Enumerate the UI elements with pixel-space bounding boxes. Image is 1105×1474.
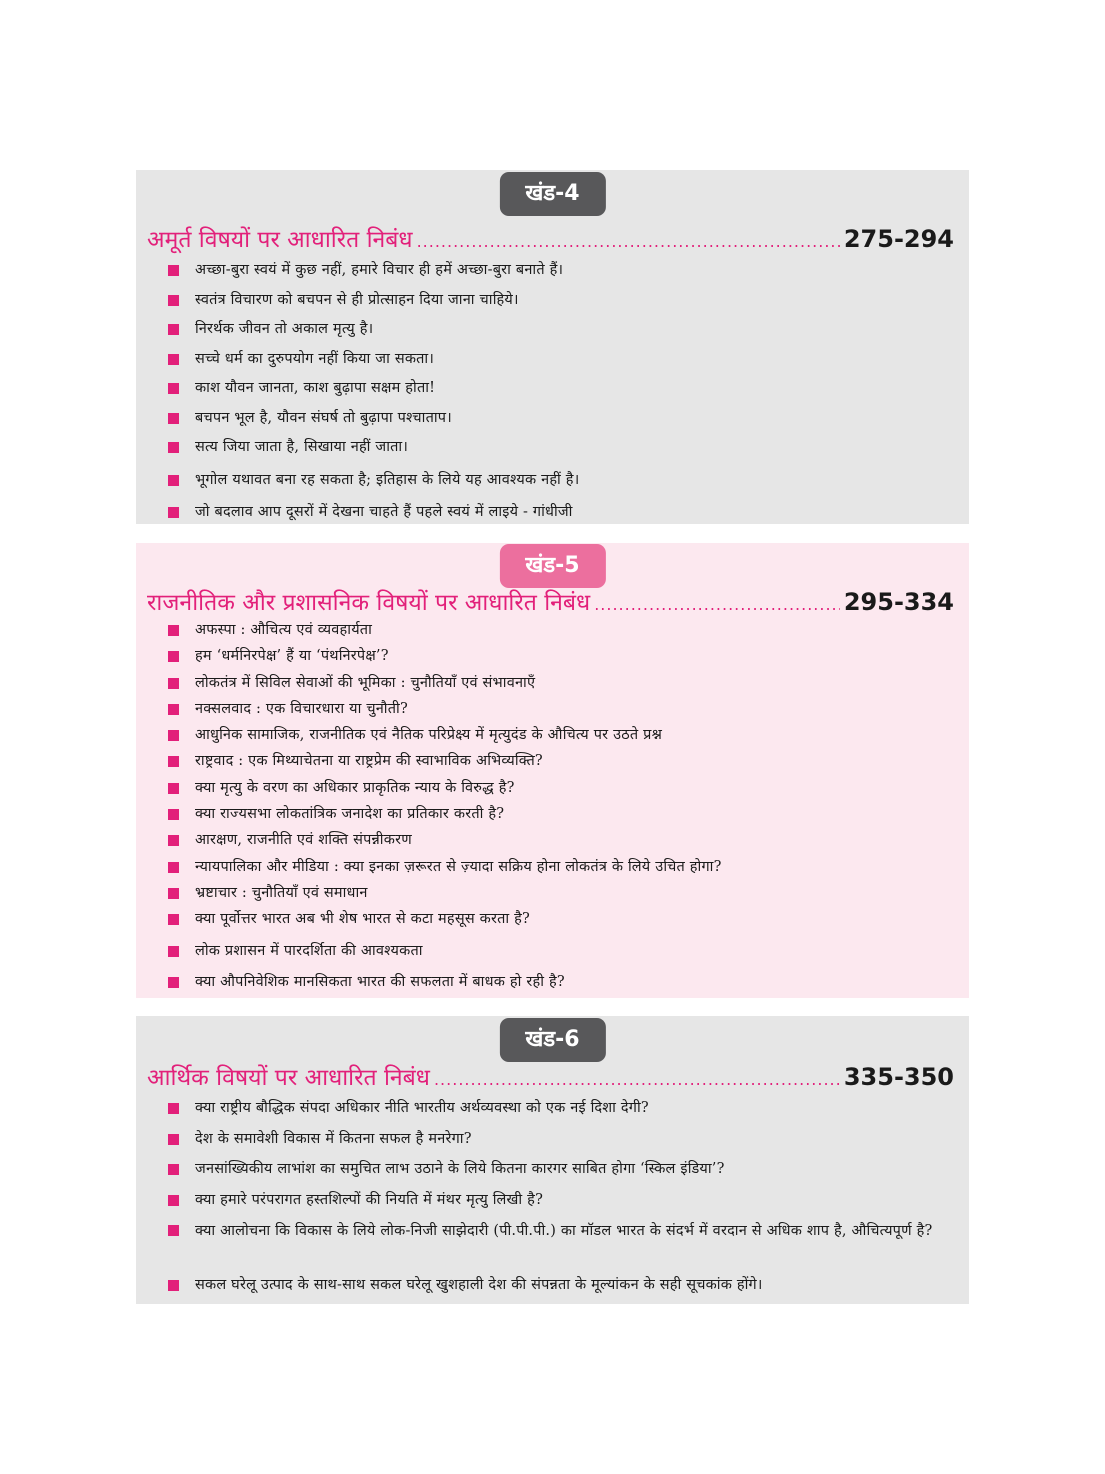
list-item-text: भूगोल यथावत बना रह सकता है; इतिहास के लिये यह आवश्यक नहीं है। — [195, 471, 580, 488]
list-item-text: बचपन भूल है, यौवन संघर्ष तो बुढ़ापा पश्चाताप। — [195, 409, 452, 426]
list-item-text: सत्य जिया जाता है, सिखाया नहीं जाता। — [195, 439, 409, 455]
square-bullet-icon — [168, 783, 179, 794]
square-bullet-icon — [168, 651, 179, 662]
list-item — [166, 699, 959, 725]
square-bullet-icon — [168, 809, 179, 820]
section-title: राजनीतिक और प्रशासनिक विषयों पर आधारित निबंध — [147, 590, 591, 616]
list-item-text: लोकतंत्र में सिविल सेवाओं की भूमिका : चुनौतियाँ एवं संभावनाएँ — [195, 674, 536, 691]
list-item — [166, 290, 959, 320]
square-bullet-icon — [168, 704, 179, 715]
list-item-text: क्या औपनिवेशिक मानसिकता भारत की सफलता में बाधक हो रही है? — [195, 974, 565, 991]
list-item — [166, 646, 959, 672]
section-khand-6 — [136, 1016, 969, 1304]
square-bullet-icon — [168, 442, 179, 453]
essay-list — [166, 260, 959, 532]
list-item-text: अफस्पा : औचित्य एवं व्यवहार्यता — [195, 622, 373, 638]
dot-leader — [434, 1070, 840, 1089]
square-bullet-icon — [168, 946, 179, 957]
square-bullet-icon — [168, 1164, 179, 1175]
list-item — [166, 751, 959, 777]
square-bullet-icon — [168, 888, 179, 899]
square-bullet-icon — [168, 862, 179, 873]
list-item-text: हम ‘धर्मनिरपेक्ष’ हैं या ‘पंथनिरपेक्ष’? — [195, 648, 389, 665]
list-item-text: क्या पूर्वोत्तर भारत अब भी शेष भारत से कटा महसूस करता है? — [195, 911, 530, 928]
square-bullet-icon — [168, 1225, 179, 1236]
list-item-text: क्या मृत्यु के वरण का अधिकार प्राकृतिक न्याय के विरुद्ध है? — [195, 779, 515, 796]
list-item-text: सकल घरेलू उत्पाद के साथ-साथ सकल घरेलू खुशहाली देश की संपन्नता के मूल्यांकन के सही सूचकांक होंगे। — [195, 1277, 763, 1293]
list-item — [166, 778, 959, 804]
square-bullet-icon — [168, 383, 179, 394]
square-bullet-icon — [168, 977, 179, 988]
list-item — [166, 470, 959, 503]
square-bullet-icon — [168, 756, 179, 767]
page-range: 295-334 — [843, 588, 954, 616]
list-item — [166, 620, 959, 646]
list-item-text: जो बदलाव आप दूसरों में देखना चाहते हैं पहले स्वयं में लाइये - गांधीजी — [195, 504, 573, 520]
list-item — [166, 830, 959, 856]
list-item-text: न्यायपालिका और मीडिया : क्या इनका ज़रूरत से ज़्यादा सक्रिय होना लोकतंत्र के लिये उचित होगा? — [195, 858, 722, 875]
section-badge: खंड-5 — [499, 544, 605, 588]
section-heading — [147, 222, 954, 256]
list-item-text: सच्चे धर्म का दुरुपयोग नहीं किया जा सकता। — [195, 350, 435, 367]
page-range: 335-350 — [843, 1063, 954, 1091]
square-bullet-icon — [168, 324, 179, 335]
square-bullet-icon — [168, 354, 179, 365]
list-item — [166, 437, 959, 470]
list-item — [166, 1220, 959, 1275]
square-bullet-icon — [168, 730, 179, 741]
square-bullet-icon — [168, 1280, 179, 1291]
list-item — [166, 941, 959, 973]
square-bullet-icon — [168, 678, 179, 689]
list-item-text: क्या राज्यसभा लोकतांत्रिक जनादेश का प्रतिकार करती है? — [195, 806, 505, 823]
list-item — [166, 972, 959, 998]
square-bullet-icon — [168, 914, 179, 925]
list-item-text: भ्रष्टाचार : चुनौतियाँ एवं समाधान — [195, 884, 368, 901]
list-item — [166, 408, 959, 438]
dot-leader — [417, 232, 840, 251]
list-item-text: क्या आलोचना कि विकास के लिये लोक-निजी साझेदारी (पी.पी.पी.) का मॉडल भारत के संदर्भ में वरदान से अधिक शाप है, औचित्यपूर्ण है? — [195, 1223, 933, 1239]
square-bullet-icon — [168, 625, 179, 636]
list-item — [166, 1275, 959, 1306]
list-item — [166, 804, 959, 830]
list-item-text: आरक्षण, राजनीति एवं शक्ति संपन्नीकरण — [195, 832, 412, 849]
essay-list — [166, 620, 959, 999]
list-item — [166, 1159, 959, 1190]
list-item-text: नक्सलवाद : एक विचारधारा या चुनौती? — [195, 700, 408, 717]
list-item-text: आधुनिक सामाजिक, राजनीतिक एवं नैतिक परिप्रेक्ष्य में मृत्युदंड के औचित्य पर उठते प्रश्न — [195, 727, 663, 744]
list-item — [166, 502, 959, 532]
section-heading — [147, 1060, 954, 1094]
list-item — [166, 319, 959, 349]
square-bullet-icon — [168, 507, 179, 518]
list-item — [166, 1098, 959, 1129]
list-item — [166, 1129, 959, 1160]
list-item — [166, 260, 959, 290]
square-bullet-icon — [168, 1195, 179, 1206]
essay-list — [166, 1098, 959, 1306]
list-item-text: देश के समावेशी विकास में कितना सफल है मनरेगा? — [195, 1130, 472, 1147]
list-item-text: अच्छा-बुरा स्वयं में कुछ नहीं, हमारे विचार ही हमें अच्छा-बुरा बनाते हैं। — [195, 262, 564, 278]
list-item-text: स्वतंत्र विचारण को बचपन से ही प्रोत्साहन दिया जाना चाहिये। — [195, 291, 519, 308]
list-item — [166, 1190, 959, 1221]
section-heading — [147, 585, 954, 619]
dot-leader — [594, 595, 840, 614]
section-badge: खंड-4 — [499, 172, 605, 216]
list-item-text: लोक प्रशासन में पारदर्शिता की आवश्यकता — [195, 942, 423, 959]
list-item — [166, 378, 959, 408]
list-item — [166, 725, 959, 751]
section-khand-5 — [136, 543, 969, 998]
list-item-text: निरर्थक जीवन तो अकाल मृत्यु है। — [195, 321, 374, 337]
list-item — [166, 883, 959, 909]
section-title: आर्थिक विषयों पर आधारित निबंध — [147, 1065, 430, 1091]
list-item — [166, 909, 959, 941]
square-bullet-icon — [168, 475, 179, 486]
square-bullet-icon — [168, 1103, 179, 1114]
square-bullet-icon — [168, 413, 179, 424]
square-bullet-icon — [168, 835, 179, 846]
page-range: 275-294 — [843, 225, 954, 253]
list-item — [166, 673, 959, 699]
list-item — [166, 349, 959, 379]
list-item-text: जनसांख्यिकीय लाभांश का समुचित लाभ उठाने के लिये कितना कारगर साबित होगा ‘स्किल इंडिया’? — [195, 1161, 725, 1177]
square-bullet-icon — [168, 265, 179, 276]
section-title: अमूर्त विषयों पर आधारित निबंध — [147, 227, 413, 253]
section-badge: खंड-6 — [499, 1018, 605, 1062]
list-item-text: क्या राष्ट्रीय बौद्धिक संपदा अधिकार नीति भारतीय अर्थव्यवस्था को एक नई दिशा देगी? — [195, 1100, 649, 1116]
square-bullet-icon — [168, 1134, 179, 1145]
list-item — [166, 857, 959, 883]
section-khand-4 — [136, 170, 969, 524]
list-item-text: राष्ट्रवाद : एक मिथ्याचेतना या राष्ट्रप्रेम की स्वाभाविक अभिव्यक्ति? — [195, 753, 543, 770]
square-bullet-icon — [168, 295, 179, 306]
list-item-text: क्या हमारे परंपरागत हस्तशिल्पों की नियति में मंथर मृत्यु लिखी है? — [195, 1191, 544, 1208]
list-item-text: काश यौवन जानता, काश बुढ़ापा सक्षम होता! — [195, 380, 436, 396]
